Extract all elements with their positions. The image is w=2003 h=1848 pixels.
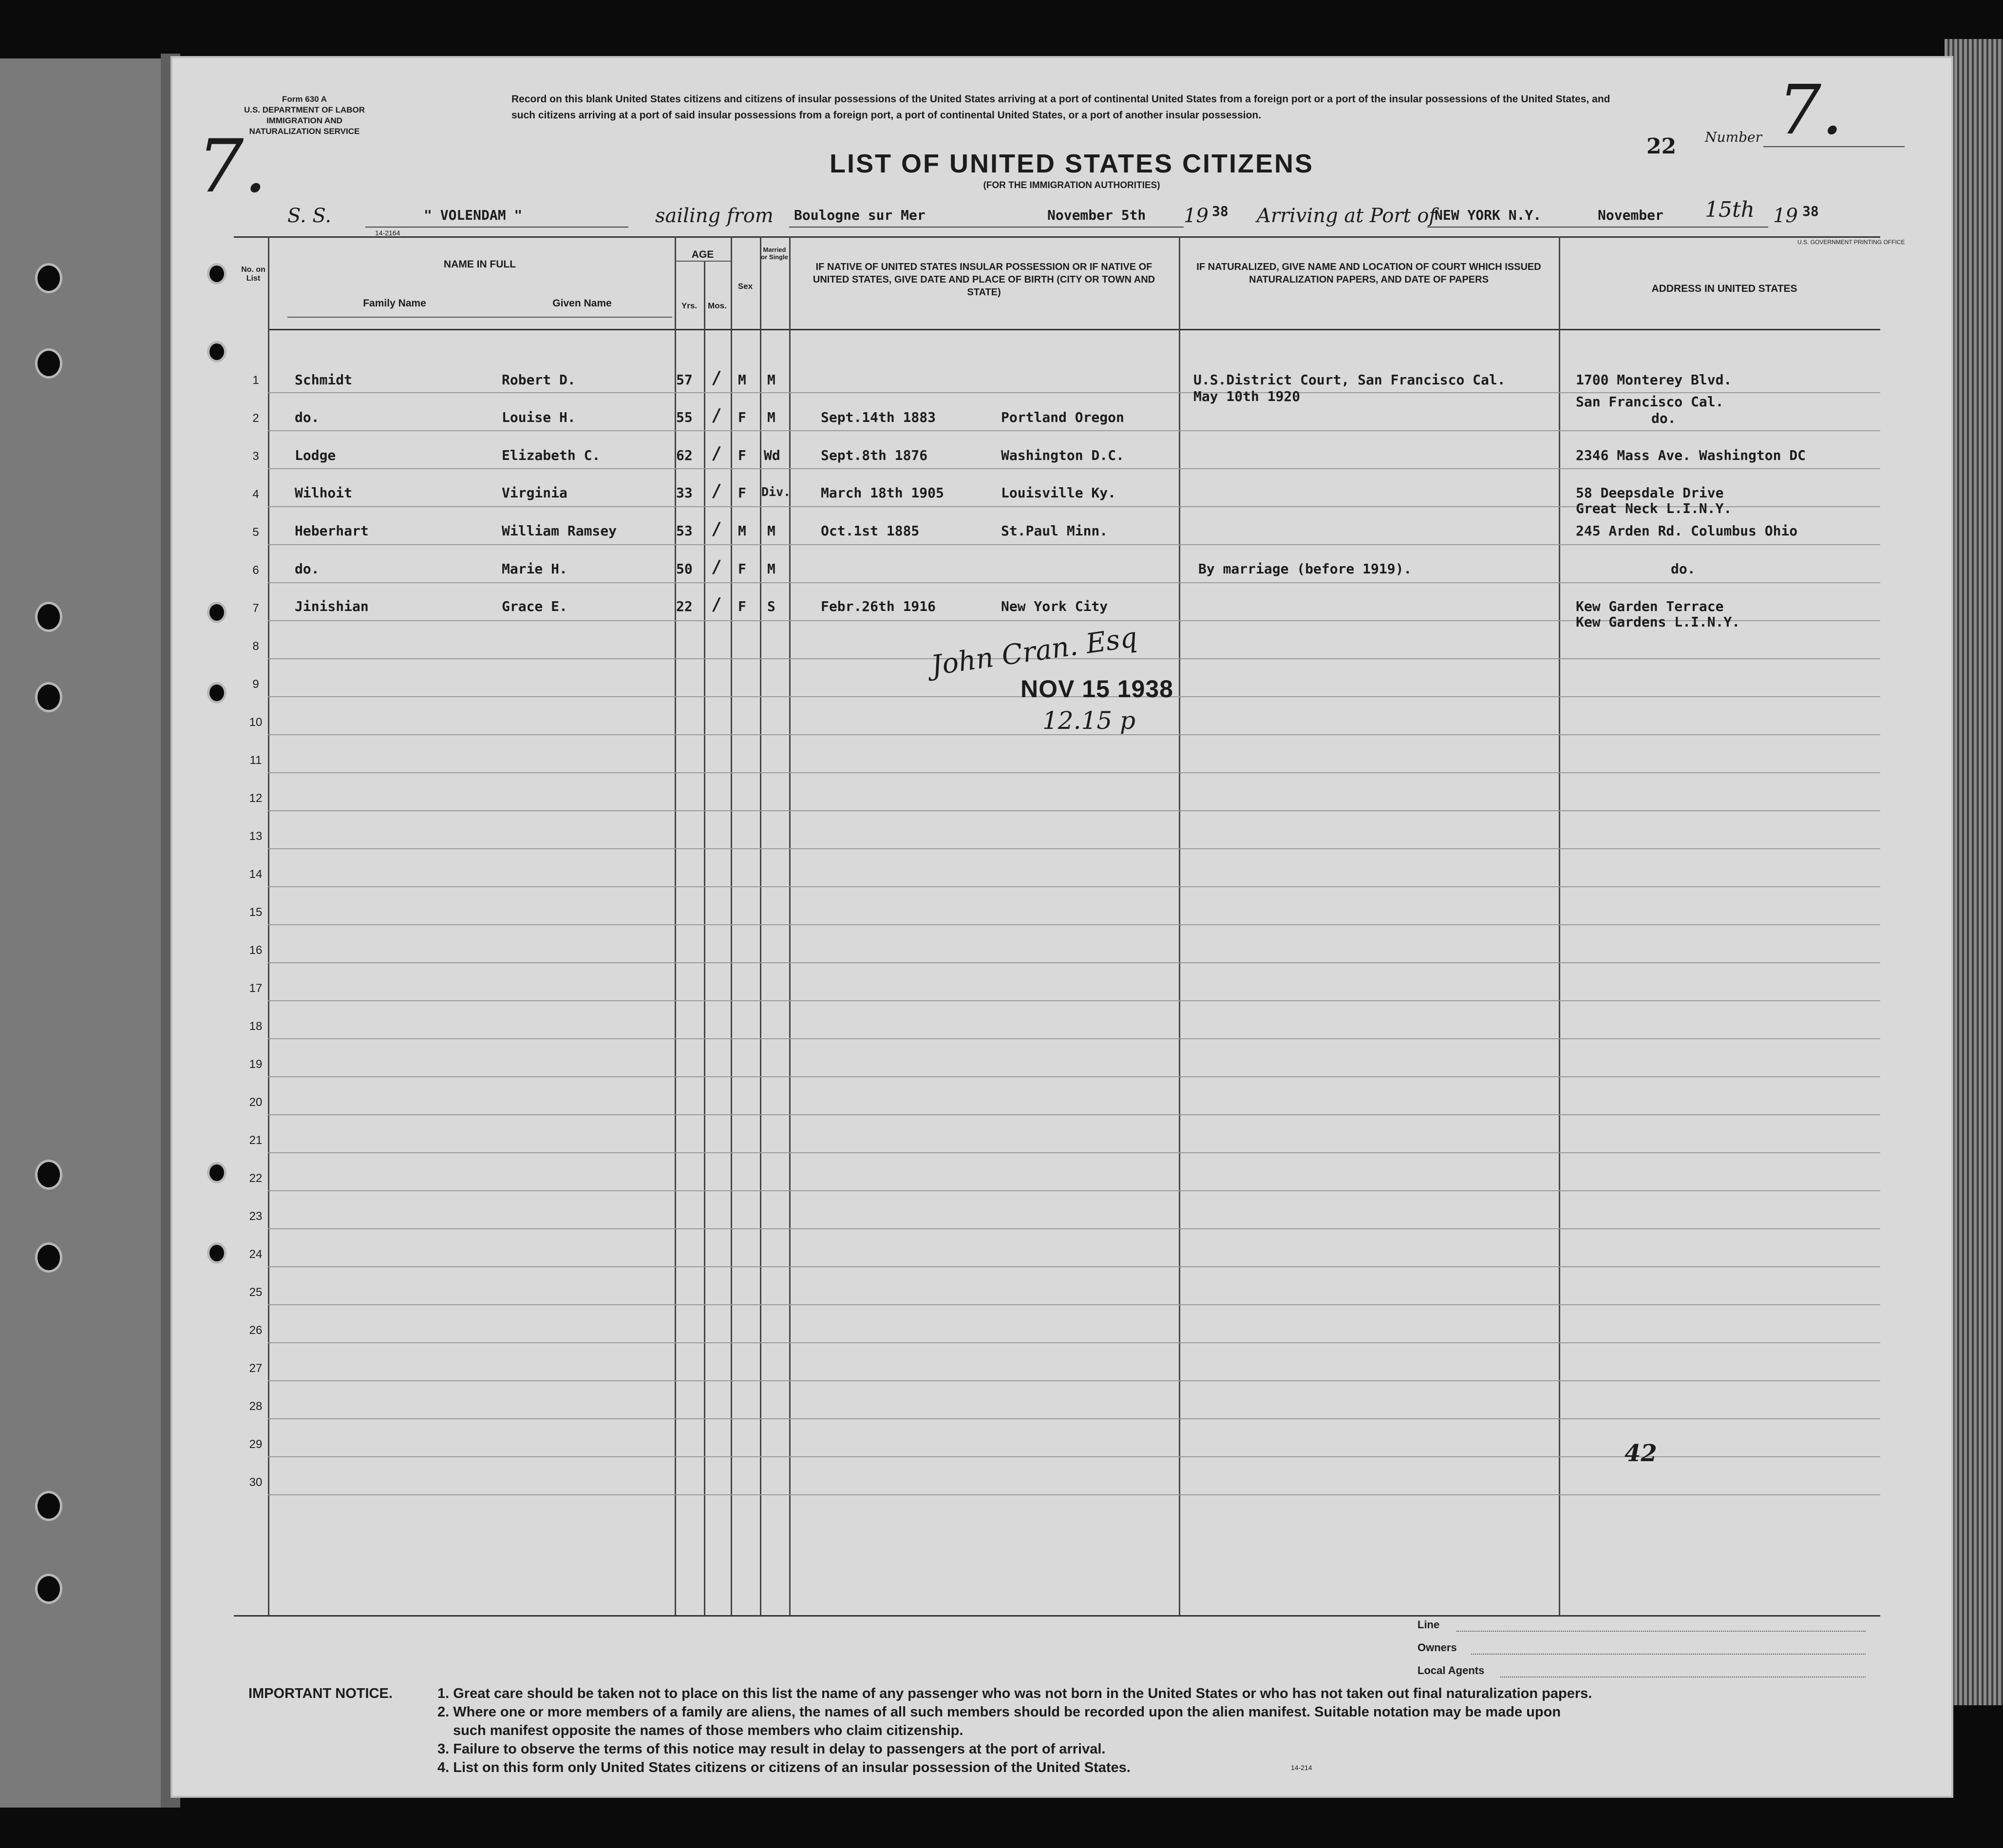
header-no-on-list: No. on List	[241, 266, 265, 283]
row-7-mos: /	[711, 594, 722, 614]
row-2-birth-date: Sept.14th 1883	[821, 409, 936, 425]
sail-date: November 5th	[1047, 207, 1146, 223]
row-5-mos: /	[711, 519, 722, 539]
row-rule	[268, 848, 1880, 849]
row-1-sex: M	[738, 372, 746, 388]
row-1-mos: /	[711, 368, 722, 388]
col-divider-sex	[731, 236, 732, 1615]
row-number: 1	[252, 374, 259, 387]
row-rule	[268, 1494, 1880, 1495]
margin-number-mark: 7.	[197, 124, 267, 209]
dept-line-1: U.S. DEPARTMENT OF LABOR	[244, 105, 365, 114]
sheet-hole	[207, 682, 227, 704]
col-divider-court	[1179, 236, 1180, 1615]
binder-hole	[35, 682, 62, 712]
row-6-yrs: 50	[676, 561, 693, 577]
row-number: 10	[249, 716, 263, 729]
notice-1: 1. Great care should be taken not to place on this list the name of any passenger who was not born in the United States or who has not taken out final naturalization papers.	[437, 1686, 1592, 1701]
row-7-birth-place: New York City	[1001, 598, 1108, 614]
ship-underline	[365, 227, 628, 228]
header-given-name: Given Name	[552, 298, 612, 309]
row-5-sex: M	[738, 523, 746, 539]
row-rule	[268, 582, 1880, 583]
col-divider-mos	[704, 261, 705, 1615]
col-divider-address	[1559, 236, 1560, 1615]
row-number: 19	[249, 1058, 263, 1071]
row-2-birth-place: Portland Oregon	[1001, 409, 1124, 425]
row-6-address-1: do.	[1671, 561, 1696, 577]
manifest-sheet	[170, 56, 1953, 1798]
row-1-yrs: 57	[676, 372, 693, 388]
row-rule	[268, 1114, 1880, 1115]
header-naturalized: IF NATURALIZED, GIVE NAME AND LOCATION OF COURT WHICH ISSUED NATURALIZATION PAPERS, AND DATE OF PAPERS	[1196, 262, 1541, 285]
arrival-date-stamp: NOV 15 1938	[1020, 675, 1173, 703]
number-label: Number	[1705, 129, 1762, 145]
binder-hole	[35, 263, 62, 293]
row-number: 13	[249, 830, 263, 843]
row-rule	[268, 886, 1880, 887]
row-rule	[268, 1000, 1880, 1001]
row-number: 2	[252, 412, 259, 425]
row-6-mos: /	[711, 557, 722, 577]
row-rule	[268, 430, 1880, 431]
binder-hole	[35, 1242, 62, 1273]
notice-2-continued: such manifest opposite the names of those members who claim citizenship.	[453, 1723, 964, 1738]
row-number: 25	[249, 1286, 263, 1299]
row-2-given: Louise H.	[502, 409, 576, 425]
header-married-single: Married or Single	[761, 246, 788, 261]
arrival-day: 15th	[1705, 197, 1755, 222]
row-7-address-1: Kew Garden Terrace	[1576, 598, 1724, 614]
row-rule	[268, 1418, 1880, 1419]
col-divider-age	[675, 236, 676, 1615]
row-5-yrs: 53	[676, 523, 693, 539]
row-rule	[268, 1342, 1880, 1343]
row-number: 8	[252, 640, 259, 653]
binder-strip	[0, 58, 180, 1808]
table-header-rule	[268, 329, 1880, 330]
col-divider-status	[760, 236, 761, 1615]
row-1-address-1: 1700 Monterey Blvd.	[1576, 372, 1732, 388]
row-rule	[268, 1228, 1880, 1229]
row-4-address-1: 58 Deepsdale Drive	[1576, 485, 1724, 501]
sailing-from-label: sailing from	[655, 205, 774, 227]
arrival-year-prefix: 19	[1773, 205, 1798, 227]
print-code-bottom: 14-214	[1291, 1764, 1312, 1772]
row-3-mos: /	[711, 443, 722, 463]
row-number: 4	[252, 488, 259, 501]
printer-note: U.S. GOVERNMENT PRINTING OFFICE	[1797, 239, 1905, 246]
row-6-status: M	[767, 561, 775, 577]
row-rule	[268, 1038, 1880, 1039]
row-rule	[268, 544, 1880, 545]
row-number: 30	[249, 1476, 263, 1489]
row-number: 3	[252, 450, 259, 463]
header-family-name: Family Name	[363, 298, 426, 309]
row-1-court-1: U.S.District Court, San Francisco Cal.	[1193, 372, 1506, 388]
row-2-status: M	[767, 409, 775, 425]
row-number: 23	[249, 1210, 263, 1223]
corner-handwritten-mark: 42	[1625, 1440, 1657, 1467]
row-3-given: Elizabeth C.	[502, 447, 601, 463]
row-number: 15	[249, 906, 263, 919]
header-name-in-full: NAME IN FULL	[443, 259, 516, 270]
row-number: 18	[249, 1020, 263, 1033]
row-4-family: Wilhoit	[295, 485, 353, 501]
arrival-month: November	[1598, 207, 1663, 223]
row-7-family: Jinishian	[295, 598, 369, 614]
row-number: 6	[252, 564, 259, 577]
local-agents-label: Local Agents	[1417, 1664, 1485, 1677]
row-rule	[268, 1380, 1880, 1381]
header-sex: Sex	[737, 282, 753, 291]
row-number: 29	[249, 1438, 263, 1451]
row-3-status: Wd	[764, 447, 780, 463]
row-number: 7	[252, 602, 259, 615]
print-code-top: 14-2164	[375, 229, 400, 237]
page-stack-edge	[1945, 39, 2003, 1705]
row-4-sex: F	[738, 485, 746, 501]
row-3-sex: F	[738, 447, 746, 463]
sheet-hole	[207, 341, 227, 362]
row-rule	[268, 1190, 1880, 1191]
owners-field	[1471, 1654, 1866, 1655]
arrival-underline	[1427, 227, 1768, 228]
table-top-rule	[234, 236, 1880, 238]
row-1-court-2: May 10th 1920	[1193, 388, 1301, 404]
row-rule	[268, 392, 1880, 393]
row-number: 9	[252, 678, 259, 691]
row-number: 26	[249, 1324, 263, 1337]
col-divider-no	[268, 236, 269, 1615]
binder-hole	[35, 602, 62, 632]
row-rule	[268, 962, 1880, 963]
row-7-given: Grace E.	[502, 598, 567, 614]
header-birth: IF NATIVE OF UNITED STATES INSULAR POSSESSION OR IF NATIVE OF UNITED STATES, GIVE DATE AND PLACE OF BIRTH (CITY OR TOWN AND STATE)	[813, 262, 1155, 298]
dept-line-2: IMMIGRATION AND	[266, 116, 342, 125]
row-number: 11	[249, 754, 262, 767]
row-rule	[268, 1076, 1880, 1077]
arrival-year: 38	[1802, 203, 1819, 219]
row-4-mos: /	[711, 481, 722, 501]
row-5-status: M	[767, 523, 775, 539]
row-6-family: do.	[295, 561, 320, 577]
row-3-family: Lodge	[295, 447, 336, 463]
notice-2: 2. Where one or more members of a family are aliens, the names of all such members should be recorded upon the alien manifest. Suitable notation may be made upon	[437, 1704, 1561, 1720]
from-port: Boulogne sur Mer	[794, 207, 926, 223]
name-subheader-rule	[287, 317, 672, 318]
row-2-mos: /	[711, 405, 722, 425]
row-number: 5	[252, 526, 259, 539]
row-5-address-1: 245 Arden Rd. Columbus Ohio	[1576, 523, 1798, 539]
row-7-sex: F	[738, 598, 746, 614]
table-bottom-rule	[234, 1615, 1880, 1617]
row-1-status: M	[767, 372, 775, 388]
row-number: 27	[249, 1362, 263, 1375]
row-6-given: Marie H.	[502, 561, 567, 577]
arrival-port: NEW YORK N.Y.	[1435, 207, 1542, 223]
sail-year: 38	[1212, 203, 1228, 219]
row-rule	[268, 924, 1880, 925]
form-subtitle: (FOR THE IMMIGRATION AUTHORITIES)	[983, 180, 1160, 191]
row-5-birth-date: Oct.1st 1885	[821, 523, 920, 539]
sheet-hole	[207, 1242, 227, 1264]
row-6-court-1: By marriage (before 1919).	[1198, 561, 1412, 577]
row-7-birth-date: Febr.26th 1916	[821, 598, 936, 614]
row-rule	[268, 772, 1880, 773]
row-rule	[268, 810, 1880, 811]
header-yrs: Yrs.	[681, 301, 698, 310]
stamp-time: 12.15 p	[1042, 706, 1136, 735]
header-mos: Mos.	[708, 301, 727, 310]
row-2-address-1: San Francisco Cal.	[1576, 394, 1724, 410]
sail-year-prefix: 19	[1184, 205, 1209, 227]
list-number-value: 7.	[1778, 71, 1843, 150]
row-6-sex: F	[738, 561, 746, 577]
row-rule	[268, 1304, 1880, 1305]
sheet-page-number: 22	[1646, 134, 1677, 159]
row-4-address-2: Great Neck L.I.N.Y.	[1576, 500, 1732, 516]
form-number: Form 630 A	[282, 95, 327, 104]
owners-label: Owners	[1417, 1641, 1457, 1654]
row-3-birth-date: Sept.8th 1876	[821, 447, 928, 463]
row-4-birth-place: Louisville Ky.	[1001, 485, 1116, 501]
notice-4: 4. List on this form only United States citizens or citizens of an insular possession of the United States.	[437, 1760, 1131, 1775]
from-port-underline	[789, 227, 1184, 228]
row-4-given: Virginia	[502, 485, 567, 501]
row-5-birth-place: St.Paul Minn.	[1001, 523, 1108, 539]
important-notice-label: IMPORTANT NOTICE.	[248, 1686, 393, 1701]
row-7-yrs: 22	[676, 598, 693, 614]
binder-hole	[35, 348, 62, 379]
binder-hole	[35, 1160, 62, 1190]
form-title: LIST OF UNITED STATES CITIZENS	[830, 149, 1314, 178]
row-3-birth-place: Washington D.C.	[1001, 447, 1124, 463]
arriving-label: Arriving at Port of	[1257, 205, 1436, 227]
ship-name: " VOLENDAM "	[424, 207, 523, 223]
row-rule	[268, 1152, 1880, 1153]
row-5-family: Heberhart	[295, 523, 369, 539]
row-2-family: do.	[295, 409, 320, 425]
row-number: 24	[249, 1248, 263, 1261]
row-rule	[268, 468, 1880, 469]
header-address: ADDRESS IN UNITED STATES	[1651, 283, 1797, 294]
inspector-signature: John Cran. Esq	[929, 621, 1139, 682]
dept-line-3: NATURALIZATION SERVICE	[249, 127, 360, 136]
binder-hole	[35, 1574, 62, 1604]
row-number: 22	[249, 1172, 263, 1185]
binder-hole	[35, 1491, 62, 1521]
row-number: 20	[249, 1096, 263, 1109]
sheet-hole	[207, 602, 227, 623]
sheet-hole	[207, 263, 227, 285]
row-7-address-2: Kew Gardens L.I.N.Y.	[1576, 614, 1740, 630]
form-instructions: Record on this blank United States citizens and citizens of insular possessions of the United States arriving at a port of continental United States from a foreign port or a port of the insular possessions of the United States, and such citizens arriving at a port of said insular possessions from a foreign port, a port of continental United States, or a port of another insular possession.	[511, 94, 1610, 121]
row-2-sex: F	[738, 409, 746, 425]
row-rule	[268, 1266, 1880, 1267]
row-2-yrs: 55	[676, 409, 693, 425]
row-4-birth-date: March 18th 1905	[821, 485, 944, 501]
row-number: 21	[249, 1134, 263, 1147]
row-4-status: Div.	[761, 485, 791, 499]
line-field	[1456, 1631, 1866, 1632]
row-number: 16	[249, 944, 263, 957]
row-4-yrs: 33	[676, 485, 693, 501]
row-2-address-2: do.	[1651, 410, 1676, 426]
row-7-status: S	[767, 598, 775, 614]
header-age: AGE	[691, 249, 714, 260]
row-3-yrs: 62	[676, 447, 693, 463]
row-3-address-1: 2346 Mass Ave. Washington DC	[1576, 447, 1806, 463]
row-1-family: Schmidt	[295, 372, 353, 388]
row-number: 12	[249, 792, 263, 805]
notice-3: 3. Failure to observe the terms of this notice may result in delay to passengers at the port of arrival.	[437, 1741, 1106, 1757]
row-1-given: Robert D.	[502, 372, 576, 388]
row-number: 28	[249, 1400, 263, 1413]
line-label: Line	[1417, 1619, 1440, 1631]
row-number: 14	[249, 868, 263, 881]
sheet-hole	[207, 1162, 227, 1183]
row-number: 17	[249, 982, 263, 995]
col-divider-birth	[789, 236, 791, 1615]
row-5-given: William Ramsey	[502, 523, 617, 539]
ss-label: S. S.	[287, 205, 332, 227]
